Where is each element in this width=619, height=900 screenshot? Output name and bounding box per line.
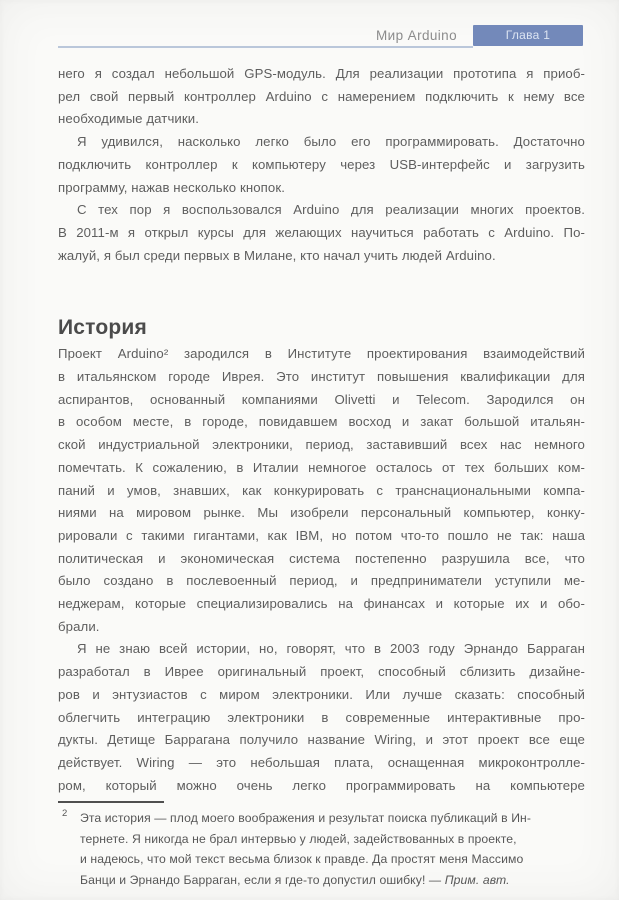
text-line: В 2011-м я открыл курсы для желающих научиться работать с Arduino. По- [58, 224, 585, 240]
paragraph [58, 343, 585, 638]
text-line: облегчить интеграцию электроники в современные интерактивные про- [58, 709, 585, 725]
text-line: ской индустриальной электроники, период, заставивший всех нас немного [58, 437, 585, 453]
text-line: аспирантов, основанный компаниями Olivetti и Telecom. Зародился он [58, 391, 585, 407]
text-line: ром, который можно очень легко программировать на компьютере [58, 777, 585, 793]
text-line: Проект Arduino² зародился в Институте проектирования взаимодействий [58, 346, 585, 362]
text-line: необходимые датчики. [58, 111, 199, 127]
paragraph [58, 131, 585, 199]
text-line: дукты. Детище Баррагана получило название Wiring, и этот проект все еще [58, 732, 585, 748]
footnote-separator [58, 801, 164, 803]
text-line: паний и умов, знавших, как конкурировать с транснациональными компа- [58, 482, 585, 498]
text-line: неджерам, которые специализировались на финансах и которые их и обо- [58, 596, 585, 612]
footnote-line: Эта история — плод моего воображения и результат поиска публикаций в Ин- [80, 811, 532, 825]
header-rule [58, 46, 473, 48]
footnote-line-text: Банци и Эрнандо Барраган, если я где-то допустил ошибку! — [80, 872, 445, 887]
page-body [58, 63, 585, 797]
text-line: С тех пор я воспользовался Arduino для реализации многих проектов. [77, 202, 585, 218]
page-header [58, 24, 583, 46]
paragraph [58, 638, 585, 797]
text-line: политическая и экономическая система постепенно разрушила все, что [58, 550, 585, 566]
text-line: жалуй, я был среди первых в Милане, кто начал учить людей Arduino. [58, 247, 496, 263]
text-line: Я не знаю всей истории, но, говорят, что в 2003 году Эрнандо Барраган [77, 641, 585, 657]
footnote-line: и надеюсь, что мой текст весьма близок к правде. Да простят меня Массимо [80, 852, 524, 866]
footnote-line [80, 870, 578, 891]
paragraph [58, 199, 585, 267]
text-line: рировали с такими гигантами, как IBM, но потом что-то пошло не так: наша [58, 527, 585, 543]
text-line: ниями на мировом рынке. Мы изобрели персональный компьютер, конку- [58, 505, 585, 521]
text-line: действует. Wiring — это небольшая плата, оснащенная микроконтролле- [58, 754, 585, 770]
text-line: в особом месте, в городе, повидавшем восход и закат большой итальян- [58, 414, 585, 430]
paragraph [58, 63, 585, 131]
text-line: ров и энтузиастов с миром электроники. Или лучше сказать: способный [58, 686, 585, 702]
text-line: подключить контроллер к компьютеру через USB-интерфейс и загрузить [58, 156, 585, 172]
text-line: рел свой первый контроллер Arduino с намерением подключить к нему все [58, 88, 585, 104]
text-line: помечтать. К сожалению, в Италии немногое осталось от тех больших ком- [58, 459, 585, 475]
running-title: Мир Arduino [376, 27, 457, 43]
text-line: брали. [58, 618, 100, 634]
text-line: программу, нажав несколько кнопок. [58, 179, 285, 195]
footnote-line: тернете. Я никогда не брал интервью у людей, задействованных в проекте, [80, 831, 517, 846]
chapter-badge: Глава 1 [473, 25, 583, 46]
text-line: было создано в послевоенный период, и предприниматели уступили ме- [58, 573, 585, 589]
text-line: разработал в Иврее оригинальный проект, способный сблизить дизайне- [58, 664, 585, 680]
text-line: Я удивился, насколько легко было его программировать. Достаточно [77, 134, 585, 150]
footnote [58, 808, 578, 890]
footnote-marker: 2 [62, 808, 68, 819]
text-line: него я создал небольшой GPS-модуль. Для реализации прототипа я приоб- [58, 66, 585, 81]
section-heading: История [58, 316, 147, 340]
text-line: в итальянском городе Иврея. Это институт повышения квалификации для [58, 369, 585, 385]
footnote-author-note: Прим. авт. [444, 872, 510, 887]
